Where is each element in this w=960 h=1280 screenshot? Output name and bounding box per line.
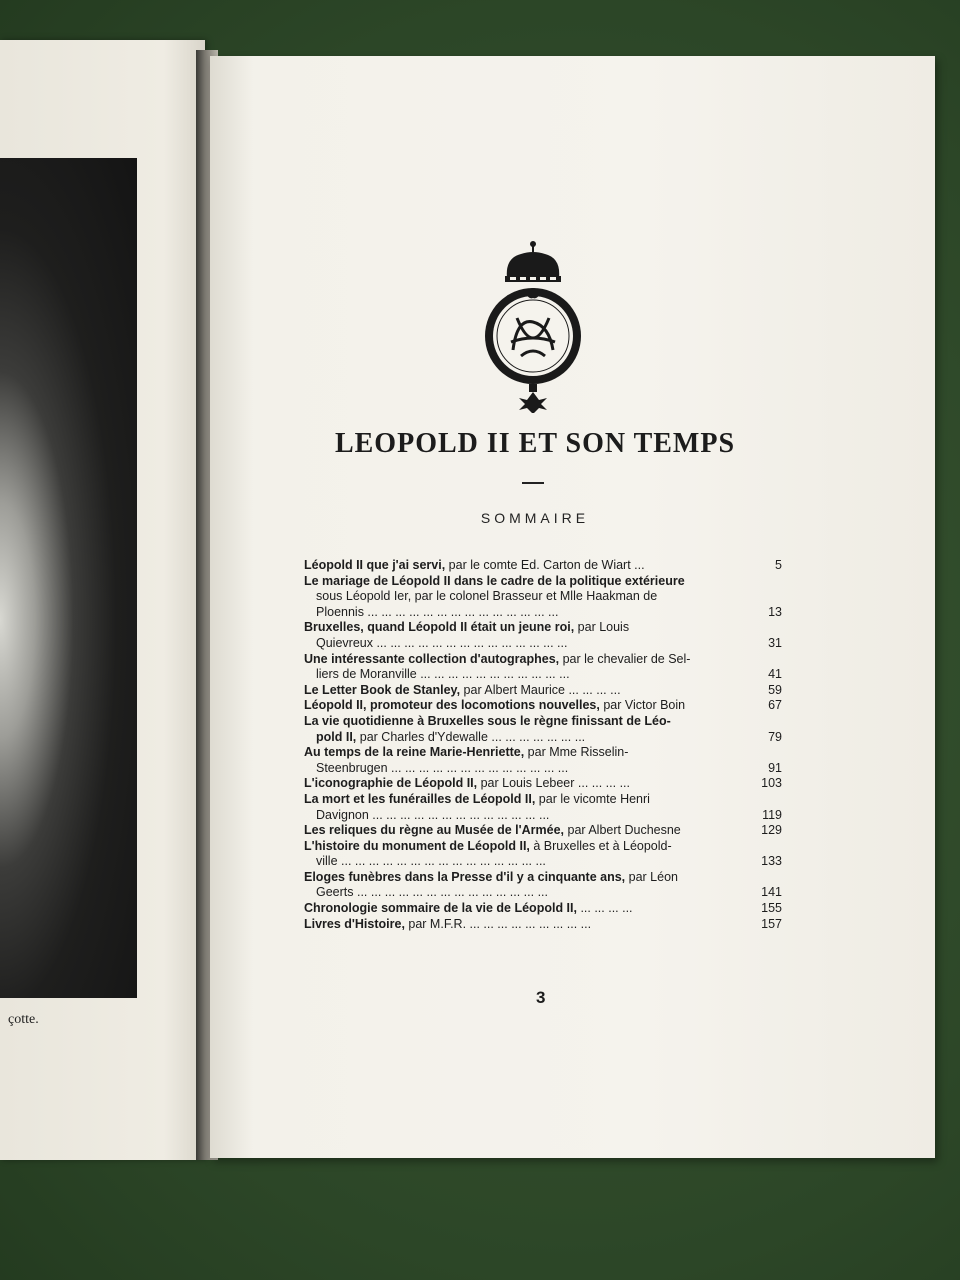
toc-entry-author: par Louis Lebeer ... ... ... ... <box>477 776 630 791</box>
page-number: 3 <box>536 988 546 1007</box>
toc-entry <box>304 839 782 870</box>
toc-entry <box>304 652 782 683</box>
toc-entry-line <box>304 870 782 886</box>
toc-page-number: 129 <box>761 823 782 838</box>
toc-entry-line <box>304 683 782 699</box>
toc-page-number: 119 <box>762 807 782 822</box>
toc-entry-title: Le Letter Book de Stanley, <box>304 682 461 697</box>
toc-entry-line <box>304 839 782 855</box>
toc-entry-author: par Louis <box>574 620 630 635</box>
toc-entry-author: par Léon <box>625 869 678 884</box>
toc-page-number: 59 <box>768 682 782 697</box>
photo-caption: çotte. <box>8 1012 39 1027</box>
toc-entry-line <box>304 761 782 777</box>
toc-page-number: 5 <box>775 558 782 572</box>
toc-entry <box>304 745 782 776</box>
toc-entry-author: par le vicomte Henri <box>535 791 650 806</box>
toc-entry-author: par Mme Risselin- <box>524 745 629 760</box>
toc-entry <box>304 776 782 792</box>
toc-entry-line <box>304 823 782 839</box>
toc-entry-line <box>304 652 782 668</box>
toc-entry-author: ... ... ... ... <box>576 901 633 916</box>
toc-entry-line <box>304 792 782 808</box>
toc-entry-author: Quievreux ... ... ... ... ... ... ... ... ... ... ... ... ... ... <box>316 635 568 650</box>
toc-entry-line <box>304 808 782 824</box>
toc-entry-line <box>304 589 782 605</box>
toc-entry-line <box>304 620 782 636</box>
toc-entry-author: liers de Moranville ... ... ... ... ... ... ... ... ... ... ... <box>316 667 570 682</box>
toc-entry-line <box>304 605 782 621</box>
toc-entry-title: Chronologie sommaire de la vie de Léopold II, <box>304 901 577 916</box>
toc-entry <box>304 901 782 917</box>
toc-entry-author: ville ... ... ... ... ... ... ... ... ... ... ... ... ... ... ... <box>316 854 546 869</box>
toc-entry-line <box>304 574 782 590</box>
toc-page-number: 79 <box>768 729 782 744</box>
toc-entry-author: par Albert Duchesne <box>564 823 681 838</box>
toc-entry-author: Steenbrugen ... ... ... ... ... ... ... ... ... ... ... ... ... <box>316 760 569 775</box>
toc-entry-line <box>304 917 782 933</box>
toc-entry-title: Bruxelles, quand Léopold II était un jeune roi, <box>304 620 575 635</box>
toc-entry <box>304 683 782 699</box>
toc-entry-author: par Charles d'Ydewalle ... ... ... ... ... ... ... <box>356 729 586 744</box>
toc-entry-title: La vie quotidienne à Bruxelles sous le règne finissant de Léo- <box>304 713 671 728</box>
toc-entry-title: Les reliques du règne au Musée de l'Armée, <box>304 823 565 838</box>
portrait-photo <box>0 158 137 998</box>
toc-page-number: 133 <box>761 854 782 869</box>
toc-entry-title: Une intéressante collection d'autographes, <box>304 651 560 666</box>
royal-monogram-emblem-icon <box>477 238 589 413</box>
toc-entry-title: Eloges funèbres dans la Presse d'il y a cinquante ans, <box>304 869 626 884</box>
toc-page-number: 13 <box>768 604 782 619</box>
toc-entry-author: à Bruxelles et à Léopold- <box>529 838 672 853</box>
toc-entry <box>304 620 782 651</box>
toc-entry-author: par le comte Ed. Carton de Wiart ... <box>445 558 645 572</box>
toc-entry-line <box>304 667 782 683</box>
toc-page-number: 103 <box>761 776 782 791</box>
toc-entry-author: Davignon ... ... ... ... ... ... ... ... ... ... ... ... ... <box>316 807 550 822</box>
toc-entry-title: La mort et les funérailles de Léopold II, <box>304 791 536 806</box>
toc-entry-author: par Albert Maurice ... ... ... ... <box>460 682 621 697</box>
toc-entry-line <box>304 558 782 574</box>
toc-entry-title: L'iconographie de Léopold II, <box>304 776 478 791</box>
toc-entry-title: Léopold II que j'ai servi, <box>304 558 446 572</box>
toc-entry-author: sous Léopold Ier, par le colonel Brasseur et Mlle Haakman de <box>316 589 658 604</box>
toc-entry <box>304 823 782 839</box>
toc-entry-line <box>304 885 782 901</box>
table-of-contents <box>304 558 782 932</box>
toc-entry-author: Ploennis ... ... ... ... ... ... ... ... ... ... ... ... ... ... <box>316 604 559 619</box>
toc-entry <box>304 574 782 621</box>
page-title: LEOPOLD II ET SON TEMPS <box>334 428 736 459</box>
toc-entry-line <box>304 901 782 917</box>
toc-entry-author: par le chevalier de Sel- <box>559 651 691 666</box>
toc-entry <box>304 792 782 823</box>
toc-entry-line <box>304 745 782 761</box>
title-divider <box>522 482 544 484</box>
section-heading: SOMMAIRE <box>480 510 590 526</box>
toc-page-number: 157 <box>761 916 782 931</box>
toc-entry-author: par Victor Boin <box>599 698 686 713</box>
toc-entry-title: Au temps de la reine Marie-Henriette, <box>304 745 525 760</box>
toc-entry-title: pold II, <box>316 729 357 744</box>
toc-page-number: 67 <box>768 698 782 713</box>
toc-entry-author: par M.F.R. ... ... ... ... ... ... ... ... ... <box>404 916 592 931</box>
toc-entry-line <box>304 730 782 746</box>
toc-entry-line <box>304 636 782 652</box>
toc-page-number: 91 <box>768 760 782 775</box>
toc-entry-title: L'histoire du monument de Léopold II, <box>304 838 530 853</box>
toc-page-number: 155 <box>761 901 782 916</box>
toc-entry-line <box>304 698 782 714</box>
left-page <box>0 40 205 1160</box>
toc-entry-title: Le mariage de Léopold II dans le cadre de la politique extérieure <box>304 573 685 588</box>
toc-entry-line <box>304 776 782 792</box>
toc-entry-line <box>304 854 782 870</box>
toc-entry-line <box>304 714 782 730</box>
toc-entry <box>304 698 782 714</box>
toc-entry-author: Geerts ... ... ... ... ... ... ... ... ... ... ... ... ... ... <box>316 885 548 900</box>
toc-entry-title: Livres d'Histoire, <box>304 916 405 931</box>
toc-entry <box>304 714 782 745</box>
toc-entry <box>304 917 782 933</box>
toc-entry <box>304 558 782 574</box>
toc-page-number: 141 <box>761 885 782 900</box>
toc-entry <box>304 870 782 901</box>
toc-entry-title: Léopold II, promoteur des locomotions nouvelles, <box>304 698 600 713</box>
toc-page-number: 31 <box>768 635 782 650</box>
toc-page-number: 41 <box>768 667 782 682</box>
